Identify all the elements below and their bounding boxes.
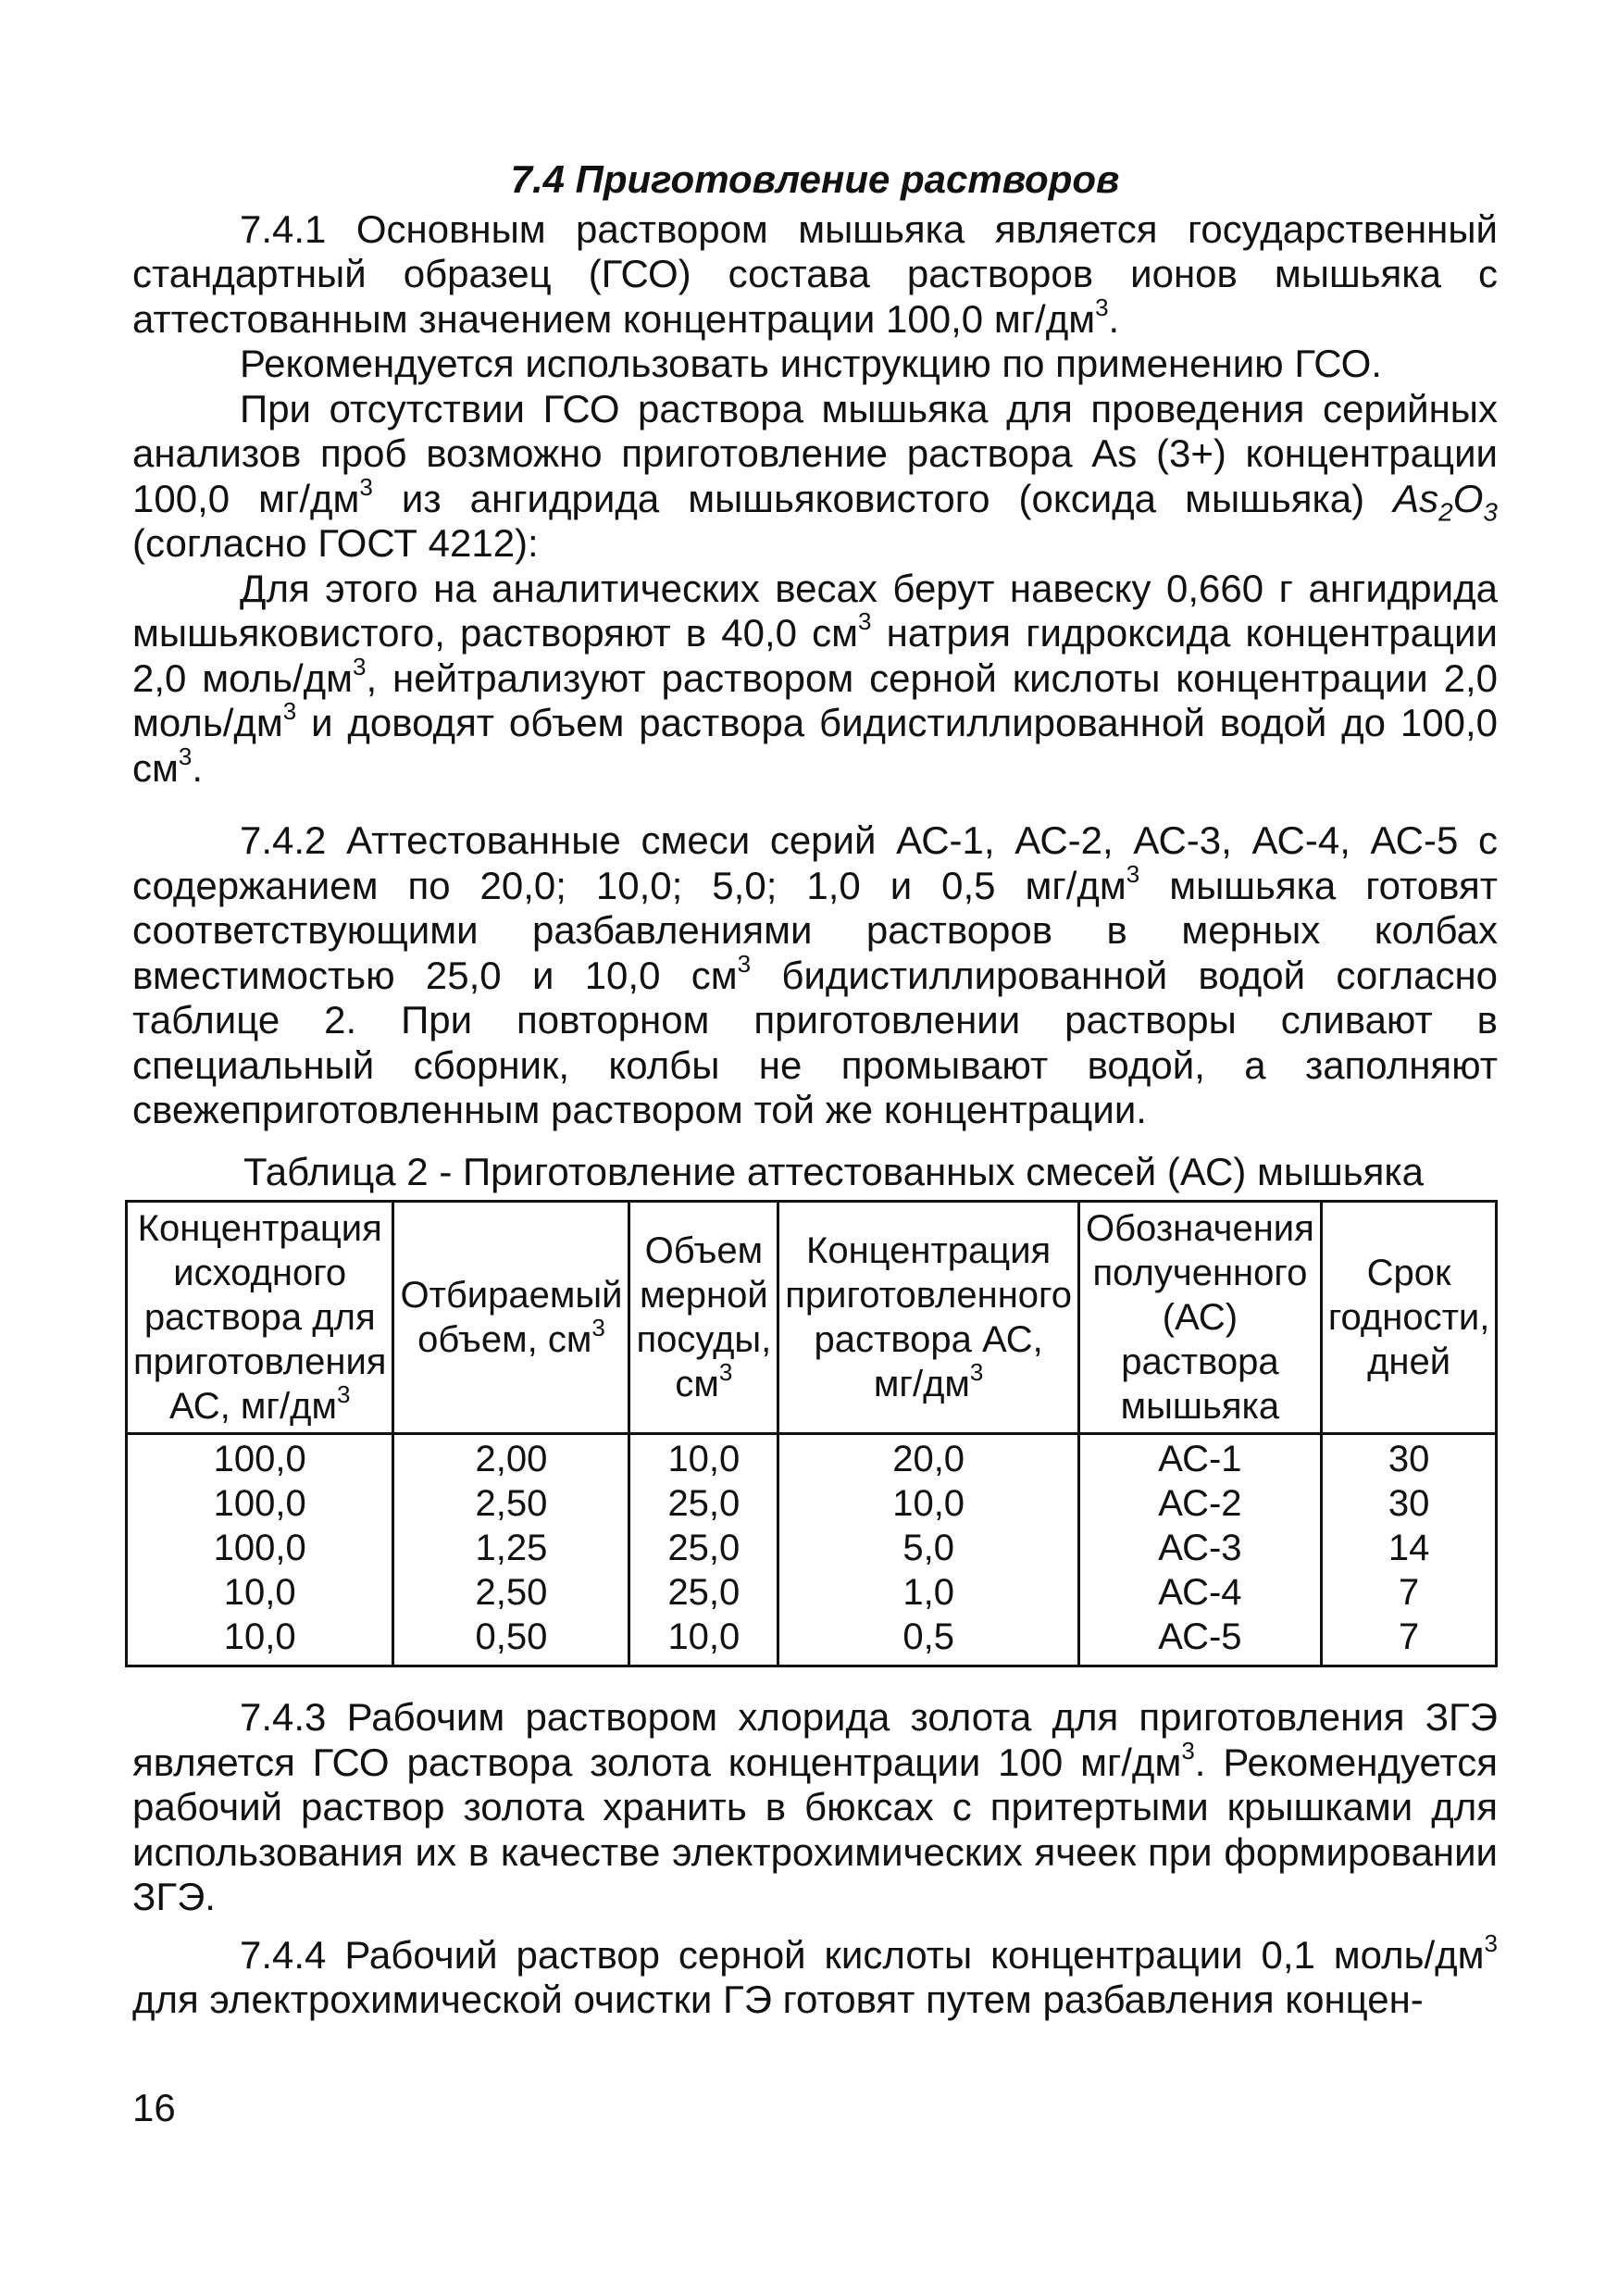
column-flask-volume xyxy=(629,1434,778,1666)
header-taken-volume: Отбираемый объем, $см^3$ xyxy=(393,1202,629,1434)
preparation-table xyxy=(125,1200,1498,1667)
table-cell: АС-4 xyxy=(1158,1572,1242,1613)
table-header-row xyxy=(127,1202,1497,1434)
paragraph-7-4-4: 7.4.4 Рабочий раствор серной кислоты концентрации 0,1 моль/$дм^3$ для электрохимической очистки ГЭ готовят путем разбавления концен- xyxy=(132,1928,1498,2021)
column-source-concentration xyxy=(127,1434,393,1666)
table-cell: 1,0 xyxy=(902,1572,954,1613)
paragraph-gso-absence: При отсутствии ГСО раствора мышьяка для проведения серийных анализов проб возможно приготовление раствора As (3+) концентрации 100,0 $мг/дм^3$ из ангидрида мышьяковистого (оксида мышьяка) $As_2O_3$ (согласно ГОСТ 4212): xyxy=(132,386,1498,565)
header-flask-volume: Объем мерной посуды, $см^3$ xyxy=(629,1202,778,1434)
table-cell: 14 xyxy=(1388,1528,1430,1568)
paragraph-7-4-3: 7.4.3 Рабочим раствором хлорида золота для приготовления ЗГЭ является ГСО раствора золота концентрации 100 $мг/дм^3$. Рекомендуется рабочий раствор золота хранить в бюксах с притертыми крышками для использования их в качестве электрохимических ячеек при формировании ЗГЭ. xyxy=(132,1695,1498,1918)
paragraph-recommendation: Рекомендуется использовать инструкцию по применению ГСО. xyxy=(240,342,1382,385)
column-prepared-concentration xyxy=(778,1434,1079,1666)
table-cell: АС-1 xyxy=(1158,1439,1242,1479)
table-cell: 10,0 xyxy=(667,1616,741,1657)
table-cell: АС-3 xyxy=(1158,1528,1242,1568)
table-caption: Таблица 2 - Приготовление аттестованных смесей (АС) мышьяка xyxy=(243,1149,1425,1193)
table-cell: 0,50 xyxy=(475,1616,548,1657)
table-cell: 7 xyxy=(1398,1616,1420,1657)
table-cell: 10,0 xyxy=(223,1616,296,1657)
paragraph-7-4-2: 7.4.2 Аттестованные смеси серий АС-1, АС-2, АС-3, АС-4, АС-5 с содержанием по 20,0; 10,0; 5,0; 1,0 и 0,5 $мг/дм^3$ мышьяка готовят соответствующими разбавлениями растворов в мерных колбах вместимостью 25,0 и 10,0 $см^3$ бидистиллированной водой согласно таблице 2. При повторном приготовлении растворы сливают в специальный сборник, колбы не промывают водой, а заполняют свежеприготовленным раствором той же концентрации. xyxy=(132,818,1498,1131)
column-shelf-life xyxy=(1321,1434,1497,1666)
table-cell: 10,0 xyxy=(223,1572,296,1613)
table-data-row xyxy=(127,1434,1497,1666)
header-prepared-concentration: Концентрация приготовленного раствора АС, $мг/дм^3$ xyxy=(778,1202,1079,1434)
table-cell: 2,50 xyxy=(475,1572,548,1613)
section-title: 7.4 Приготовление растворов xyxy=(510,157,1120,201)
column-taken-volume xyxy=(393,1434,629,1666)
paragraph-procedure: Для этого на аналитических весах берут навеску 0,660 г ангидрида мышьяковистого, растворяют в 40,0 $см^3$ натрия гидроксида концентрации 2,0 моль/$дм^3$, нейтрализуют раствором серной кислоты концентрации 2,0 моль/$дм^3$ и доводят объем раствора бидистиллированной водой до 100,0 $см^3$. xyxy=(132,566,1499,790)
column-designation xyxy=(1079,1434,1322,1666)
table-cell: 25,0 xyxy=(667,1572,741,1613)
header-source-concentration: Концентрация исходного раствора для приготовления АС, $мг/дм^3$ xyxy=(127,1202,393,1434)
document-page xyxy=(132,157,1498,2023)
chemical-formula: $As_2O_3$ xyxy=(1393,476,1498,526)
table-cell: 1,25 xyxy=(475,1528,548,1568)
table-cell: 5,0 xyxy=(902,1528,954,1568)
table-cell: 25,0 xyxy=(667,1528,741,1568)
table-cell: 25,0 xyxy=(667,1483,741,1524)
table-cell: 10,0 xyxy=(667,1439,741,1479)
table-cell: 20,0 xyxy=(892,1439,965,1479)
paragraph-7-4-1: 7.4.1 Основным раствором мышьяка является государственный стандартный образец (ГСО) состава растворов ионов мышьяка с аттестованным значением концентрации 100,0 $мг/дм^3$. xyxy=(132,206,1498,341)
page-number: 16 xyxy=(132,2086,176,2129)
table-cell: 2,00 xyxy=(475,1439,548,1479)
table-cell: 30 xyxy=(1388,1439,1430,1479)
table-cell: 30 xyxy=(1388,1483,1430,1524)
table-cell: АС-5 xyxy=(1158,1616,1242,1657)
table-cell: АС-2 xyxy=(1158,1483,1242,1524)
table-cell: 2,50 xyxy=(475,1483,548,1524)
table-cell: 100,0 xyxy=(213,1483,306,1524)
table-cell: 10,0 xyxy=(892,1483,965,1524)
header-shelf-life: Срок годности, дней xyxy=(1321,1202,1497,1434)
table-cell: 100,0 xyxy=(213,1528,306,1568)
table-cell: 0,5 xyxy=(902,1616,954,1657)
header-designation: Обозначения полученного (АС) раствора мышьяка xyxy=(1079,1202,1322,1434)
table-cell: 100,0 xyxy=(213,1439,306,1479)
table-cell: 7 xyxy=(1398,1572,1420,1613)
